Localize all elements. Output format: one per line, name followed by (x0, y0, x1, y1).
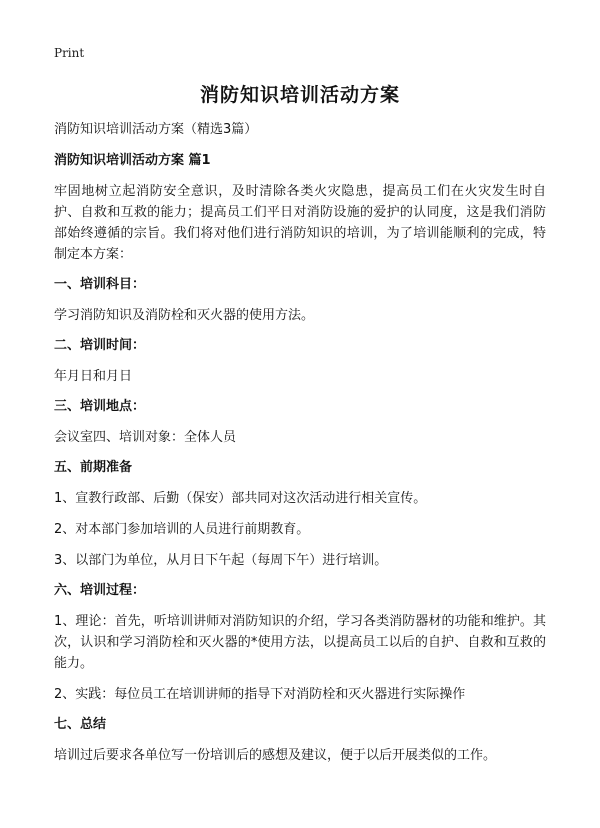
section-heading-time: 二、培训时间： (54, 338, 146, 353)
part-title: 消防知识培训活动方案 篇1 (54, 153, 211, 168)
section-item: 2、对本部门参加培训的人员进行前期教育。 (54, 522, 310, 537)
section-item: 3、以部门为单位，从月日下午起（每周下午）进行培训。 (54, 553, 388, 568)
section-heading-preparation: 五、前期准备 (54, 460, 133, 475)
section-heading-location: 三、培训地点： (54, 399, 146, 414)
print-label: Print (54, 46, 85, 60)
section-item: 2、实践：每位员工在培训讲师的指导下对消防栓和灭火器进行实际操作 (54, 687, 466, 702)
section-item: 1、理论：首先，听培训讲师对消防知识的介绍，学习各类消防器材的功能和维护。其次，认识和学习消防栓和灭火器的*使用方法，以提高员工以后的自护、自救和互救的能力。 (54, 614, 546, 671)
section-heading-subject: 一、培训科目： (54, 277, 146, 292)
section-heading-process: 六、培训过程： (54, 583, 146, 598)
document-body (54, 120, 546, 776)
intro-paragraph: 牢固地树立起消防安全意识，及时清除各类火灾隐患，提高员工们在火灾发生时自护、自救和互救的能力；提高员工们平日对消防设施的爱护的认同度，这是我们消防部始终遵循的宗旨。我们将对他们进行消防知识的培训，为了培训能顺利的完成，特制定本方案： (54, 184, 546, 262)
section-item: 会议室四、培训对象：全体人员 (54, 430, 237, 445)
section-heading-summary: 七、总结 (54, 717, 107, 732)
section-item: 学习消防知识及消防栓和灭火器的使用方法。 (54, 308, 315, 323)
section-item: 1、宣教行政部、后勤（保安）部共同对这次活动进行相关宣传。 (54, 491, 427, 506)
document-subtitle: 消防知识培训活动方案（精选3篇） (54, 122, 258, 137)
document-title: 消防知识培训活动方案 (199, 84, 400, 106)
section-item: 年月日和月日 (54, 369, 133, 384)
section-item: 培训过后要求各单位写一份培训后的感想及建议，便于以后开展类似的工作。 (54, 748, 497, 763)
